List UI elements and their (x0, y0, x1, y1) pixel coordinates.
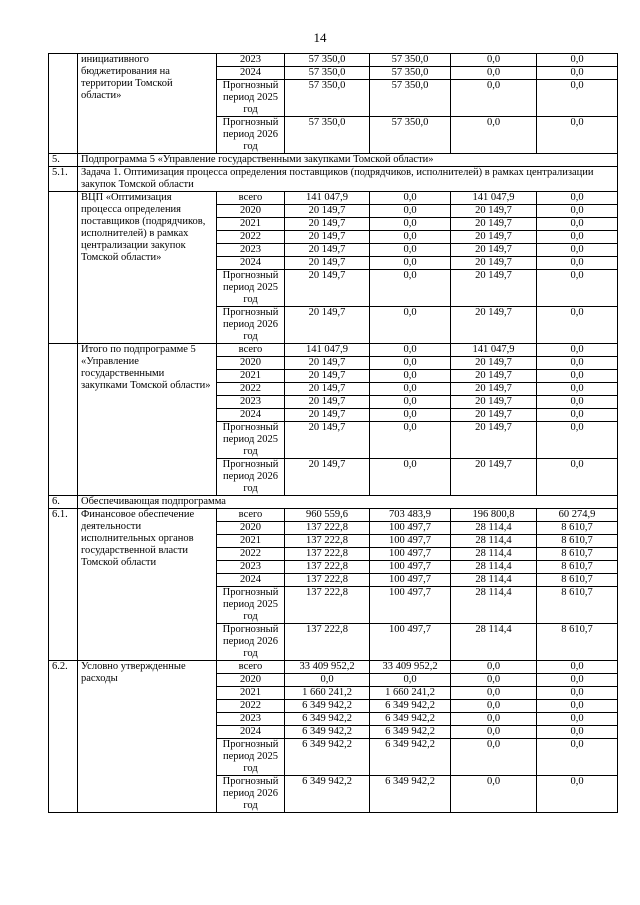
value-cell-1: 20 149,7 (285, 270, 370, 307)
value-cell-3: 0,0 (451, 739, 537, 776)
value-cell-3: 20 149,7 (451, 357, 537, 370)
value-cell-3: 20 149,7 (451, 396, 537, 409)
value-cell-1: 20 149,7 (285, 459, 370, 496)
value-cell-1: 137 222,8 (285, 548, 370, 561)
value-cell-3: 28 114,4 (451, 535, 537, 548)
value-cell-1: 141 047,9 (285, 192, 370, 205)
value-cell-1: 57 350,0 (285, 117, 370, 154)
value-cell-3: 196 800,8 (451, 509, 537, 522)
value-cell-1: 57 350,0 (285, 54, 370, 67)
value-cell-4: 0,0 (537, 270, 618, 307)
period-cell: Прогнозный период 2026 год (217, 307, 285, 344)
value-cell-2: 0,0 (370, 244, 451, 257)
value-cell-4: 0,0 (537, 117, 618, 154)
value-cell-3: 20 149,7 (451, 270, 537, 307)
value-cell-2: 0,0 (370, 257, 451, 270)
period-cell: 2022 (217, 231, 285, 244)
value-cell-3: 0,0 (451, 687, 537, 700)
value-cell-4: 0,0 (537, 244, 618, 257)
value-cell-2: 0,0 (370, 409, 451, 422)
value-cell-4: 8 610,7 (537, 522, 618, 535)
value-cell-2: 100 497,7 (370, 522, 451, 535)
value-cell-1: 20 149,7 (285, 231, 370, 244)
period-cell: 2023 (217, 396, 285, 409)
value-cell-1: 6 349 942,2 (285, 713, 370, 726)
period-cell: 2020 (217, 357, 285, 370)
value-cell-4: 0,0 (537, 700, 618, 713)
value-cell-2: 100 497,7 (370, 535, 451, 548)
value-cell-1: 20 149,7 (285, 383, 370, 396)
value-cell-2: 57 350,0 (370, 67, 451, 80)
period-cell: 2023 (217, 244, 285, 257)
value-cell-2: 0,0 (370, 422, 451, 459)
value-cell-1: 20 149,7 (285, 307, 370, 344)
row-number (49, 54, 78, 154)
value-cell-4: 0,0 (537, 726, 618, 739)
value-cell-1: 137 222,8 (285, 574, 370, 587)
value-cell-2: 0,0 (370, 383, 451, 396)
period-cell: 2022 (217, 700, 285, 713)
value-cell-4: 0,0 (537, 218, 618, 231)
value-cell-3: 20 149,7 (451, 257, 537, 270)
value-cell-2: 0,0 (370, 674, 451, 687)
value-cell-2: 6 349 942,2 (370, 700, 451, 713)
page-number: 14 (313, 30, 327, 45)
period-cell: Прогнозный период 2025 год (217, 422, 285, 459)
section-number: 6. (49, 496, 78, 509)
value-cell-2: 0,0 (370, 218, 451, 231)
value-cell-4: 8 610,7 (537, 587, 618, 624)
period-cell: 2020 (217, 522, 285, 535)
value-cell-2: 0,0 (370, 270, 451, 307)
value-cell-2: 0,0 (370, 344, 451, 357)
value-cell-1: 33 409 952,2 (285, 661, 370, 674)
value-cell-4: 60 274,9 (537, 509, 618, 522)
value-cell-4: 0,0 (537, 776, 618, 813)
value-cell-2: 0,0 (370, 459, 451, 496)
value-cell-1: 137 222,8 (285, 522, 370, 535)
value-cell-4: 0,0 (537, 257, 618, 270)
value-cell-1: 20 149,7 (285, 370, 370, 383)
section-header-row (49, 167, 618, 192)
value-cell-1: 6 349 942,2 (285, 726, 370, 739)
period-cell: 2020 (217, 205, 285, 218)
period-cell: Прогнозный период 2025 год (217, 270, 285, 307)
table-row (49, 192, 618, 205)
period-cell: 2024 (217, 67, 285, 80)
value-cell-3: 0,0 (451, 80, 537, 117)
value-cell-3: 20 149,7 (451, 205, 537, 218)
value-cell-2: 0,0 (370, 357, 451, 370)
value-cell-4: 8 610,7 (537, 535, 618, 548)
section-title: Обеспечивающая подпрограмма (78, 496, 618, 509)
period-cell: 2023 (217, 561, 285, 574)
activity-name: Итого по подпрограмме 5 «Управление государственными закупками Томской области» (78, 344, 217, 496)
table-row (49, 661, 618, 674)
value-cell-2: 6 349 942,2 (370, 739, 451, 776)
period-cell: Прогнозный период 2026 год (217, 117, 285, 154)
activity-name: Финансовое обеспечение деятельности исполнительных органов государственной власти Томской области (78, 509, 217, 661)
value-cell-1: 137 222,8 (285, 561, 370, 574)
value-cell-4: 0,0 (537, 674, 618, 687)
period-cell: 2024 (217, 726, 285, 739)
period-cell: Прогнозный период 2025 год (217, 739, 285, 776)
value-cell-1: 20 149,7 (285, 205, 370, 218)
value-cell-1: 6 349 942,2 (285, 739, 370, 776)
activity-name: Условно утвержденные расходы (78, 661, 217, 813)
value-cell-2: 100 497,7 (370, 587, 451, 624)
value-cell-4: 0,0 (537, 661, 618, 674)
value-cell-1: 20 149,7 (285, 257, 370, 270)
value-cell-4: 0,0 (537, 231, 618, 244)
table-row (49, 509, 618, 522)
value-cell-2: 57 350,0 (370, 54, 451, 67)
value-cell-3: 20 149,7 (451, 231, 537, 244)
value-cell-4: 0,0 (537, 357, 618, 370)
period-cell: Прогнозный период 2026 год (217, 776, 285, 813)
section-number: 5.1. (49, 167, 78, 192)
value-cell-4: 8 610,7 (537, 561, 618, 574)
value-cell-4: 0,0 (537, 409, 618, 422)
value-cell-3: 20 149,7 (451, 383, 537, 396)
period-cell: всего (217, 509, 285, 522)
value-cell-2: 6 349 942,2 (370, 776, 451, 813)
value-cell-2: 0,0 (370, 396, 451, 409)
value-cell-4: 0,0 (537, 54, 618, 67)
period-cell: 2023 (217, 713, 285, 726)
value-cell-2: 100 497,7 (370, 548, 451, 561)
value-cell-3: 0,0 (451, 726, 537, 739)
value-cell-3: 20 149,7 (451, 370, 537, 383)
value-cell-3: 20 149,7 (451, 244, 537, 257)
value-cell-2: 0,0 (370, 307, 451, 344)
value-cell-3: 28 114,4 (451, 624, 537, 661)
value-cell-2: 57 350,0 (370, 80, 451, 117)
value-cell-3: 0,0 (451, 674, 537, 687)
value-cell-3: 0,0 (451, 67, 537, 80)
value-cell-4: 0,0 (537, 713, 618, 726)
value-cell-2: 33 409 952,2 (370, 661, 451, 674)
value-cell-2: 6 349 942,2 (370, 713, 451, 726)
value-cell-2: 703 483,9 (370, 509, 451, 522)
value-cell-3: 0,0 (451, 54, 537, 67)
activity-name: ВЦП «Оптимизация процесса определения поставщиков (подрядчиков, исполнителей) в рамках централизации закупок Томской области» (78, 192, 217, 344)
value-cell-4: 0,0 (537, 422, 618, 459)
value-cell-2: 100 497,7 (370, 624, 451, 661)
period-cell: 2021 (217, 687, 285, 700)
section-title: Задача 1. Оптимизация процесса определения поставщиков (подрядчиков, исполнителей) в рамках централизации закупок Томской области (78, 167, 618, 192)
value-cell-4: 8 610,7 (537, 624, 618, 661)
value-cell-1: 141 047,9 (285, 344, 370, 357)
period-cell: Прогнозный период 2026 год (217, 459, 285, 496)
value-cell-1: 20 149,7 (285, 409, 370, 422)
value-cell-1: 20 149,7 (285, 422, 370, 459)
value-cell-3: 28 114,4 (451, 587, 537, 624)
value-cell-3: 20 149,7 (451, 409, 537, 422)
value-cell-1: 20 149,7 (285, 244, 370, 257)
table-row (49, 344, 618, 357)
value-cell-2: 0,0 (370, 205, 451, 218)
value-cell-3: 0,0 (451, 713, 537, 726)
value-cell-4: 0,0 (537, 344, 618, 357)
period-cell: 2020 (217, 674, 285, 687)
value-cell-4: 8 610,7 (537, 574, 618, 587)
value-cell-3: 20 149,7 (451, 459, 537, 496)
section-header-row (49, 496, 618, 509)
value-cell-3: 141 047,9 (451, 192, 537, 205)
value-cell-4: 0,0 (537, 67, 618, 80)
value-cell-3: 0,0 (451, 117, 537, 154)
value-cell-1: 57 350,0 (285, 80, 370, 117)
value-cell-1: 137 222,8 (285, 587, 370, 624)
period-cell: 2024 (217, 574, 285, 587)
value-cell-2: 0,0 (370, 192, 451, 205)
period-cell: Прогнозный период 2025 год (217, 587, 285, 624)
period-cell: всего (217, 192, 285, 205)
value-cell-4: 0,0 (537, 396, 618, 409)
value-cell-1: 20 149,7 (285, 396, 370, 409)
period-cell: 2024 (217, 409, 285, 422)
period-cell: 2021 (217, 535, 285, 548)
table-row (49, 54, 618, 67)
value-cell-1: 20 149,7 (285, 357, 370, 370)
value-cell-3: 141 047,9 (451, 344, 537, 357)
value-cell-1: 57 350,0 (285, 67, 370, 80)
value-cell-4: 8 610,7 (537, 548, 618, 561)
value-cell-4: 0,0 (537, 687, 618, 700)
value-cell-1: 6 349 942,2 (285, 776, 370, 813)
value-cell-2: 100 497,7 (370, 561, 451, 574)
period-cell: 2022 (217, 383, 285, 396)
value-cell-2: 0,0 (370, 231, 451, 244)
value-cell-3: 20 149,7 (451, 218, 537, 231)
value-cell-3: 20 149,7 (451, 422, 537, 459)
row-number: 6.1. (49, 509, 78, 661)
value-cell-1: 20 149,7 (285, 218, 370, 231)
section-number: 5. (49, 154, 78, 167)
value-cell-2: 100 497,7 (370, 574, 451, 587)
row-number (49, 192, 78, 344)
period-cell: всего (217, 344, 285, 357)
period-cell: 2022 (217, 548, 285, 561)
value-cell-4: 0,0 (537, 307, 618, 344)
value-cell-3: 0,0 (451, 661, 537, 674)
value-cell-1: 137 222,8 (285, 624, 370, 661)
value-cell-1: 0,0 (285, 674, 370, 687)
value-cell-2: 0,0 (370, 370, 451, 383)
value-cell-3: 0,0 (451, 776, 537, 813)
value-cell-4: 0,0 (537, 370, 618, 383)
period-cell: Прогнозный период 2025 год (217, 80, 285, 117)
value-cell-3: 0,0 (451, 700, 537, 713)
value-cell-2: 1 660 241,2 (370, 687, 451, 700)
section-header-row (49, 154, 618, 167)
value-cell-1: 6 349 942,2 (285, 700, 370, 713)
value-cell-3: 28 114,4 (451, 522, 537, 535)
budget-table (48, 53, 618, 813)
row-number (49, 344, 78, 496)
value-cell-4: 0,0 (537, 459, 618, 496)
period-cell: 2021 (217, 218, 285, 231)
period-cell: Прогнозный период 2026 год (217, 624, 285, 661)
activity-name: инициативного бюджетирования на территории Томской области» (78, 54, 217, 154)
value-cell-1: 960 559,6 (285, 509, 370, 522)
value-cell-3: 28 114,4 (451, 574, 537, 587)
period-cell: всего (217, 661, 285, 674)
value-cell-4: 0,0 (537, 739, 618, 776)
value-cell-4: 0,0 (537, 80, 618, 117)
value-cell-1: 1 660 241,2 (285, 687, 370, 700)
period-cell: 2021 (217, 370, 285, 383)
value-cell-2: 6 349 942,2 (370, 726, 451, 739)
value-cell-3: 28 114,4 (451, 548, 537, 561)
section-title: Подпрограмма 5 «Управление государственными закупками Томской области» (78, 154, 618, 167)
value-cell-3: 20 149,7 (451, 307, 537, 344)
row-number: 6.2. (49, 661, 78, 813)
period-cell: 2024 (217, 257, 285, 270)
value-cell-4: 0,0 (537, 192, 618, 205)
value-cell-2: 57 350,0 (370, 117, 451, 154)
value-cell-4: 0,0 (537, 383, 618, 396)
value-cell-3: 28 114,4 (451, 561, 537, 574)
period-cell: 2023 (217, 54, 285, 67)
value-cell-1: 137 222,8 (285, 535, 370, 548)
value-cell-4: 0,0 (537, 205, 618, 218)
